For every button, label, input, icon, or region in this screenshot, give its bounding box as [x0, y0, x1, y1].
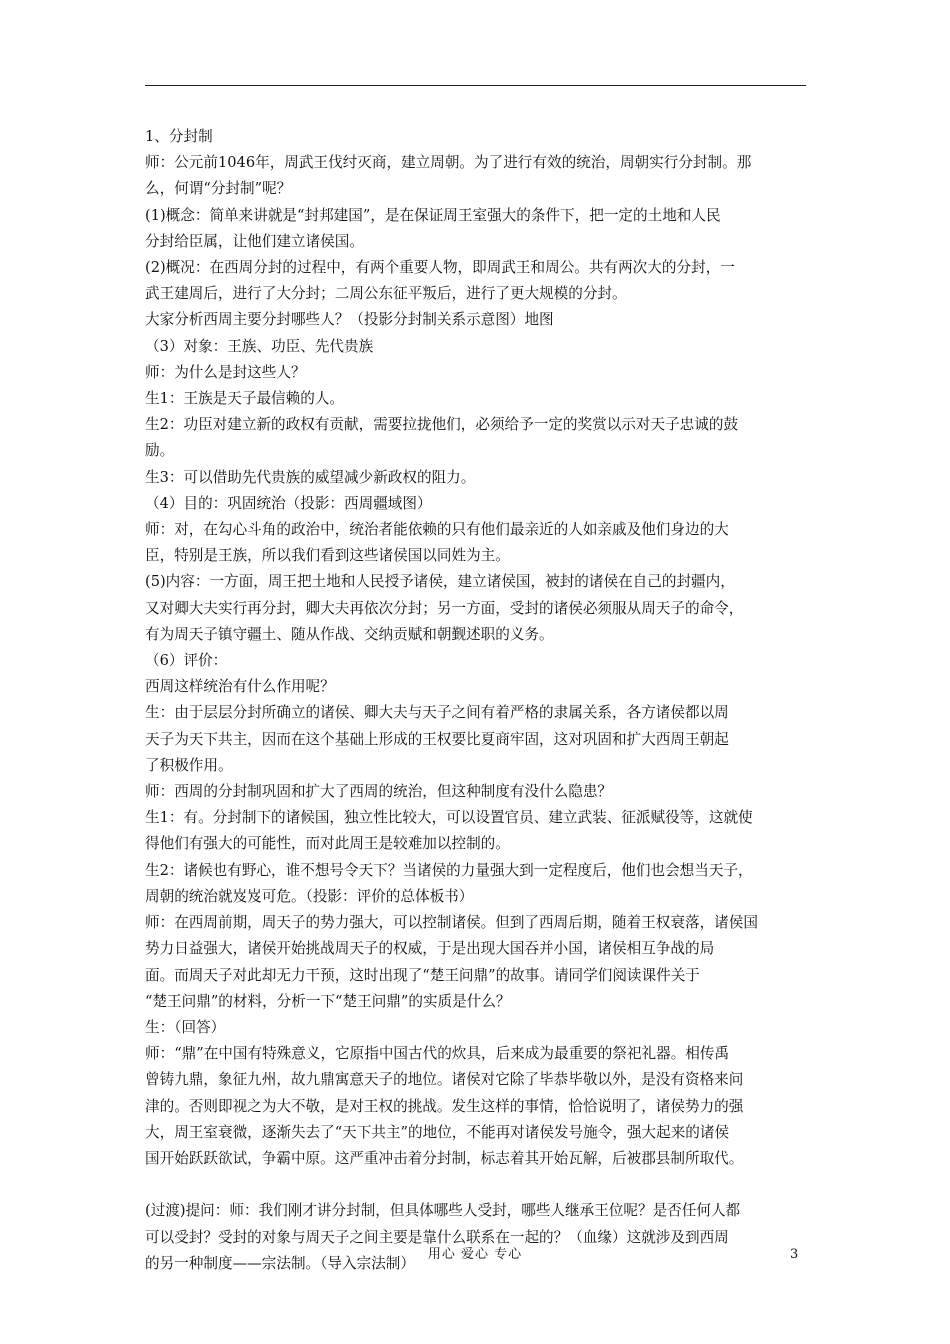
- text-line: 势力日益强大，诸侯开始挑战周天子的权威，于是出现大国吞并小国，诸侯相互争战的局: [145, 940, 715, 958]
- text-line: 有为周天子镇守疆土、随从作战、交纳贡赋和朝觐述职的义务。: [145, 625, 554, 643]
- text-line: 面。而周天子对此却无力干预，这时出现了“楚王问鼎”的故事。请同学们阅读课件关于: [145, 966, 700, 984]
- text-line: （6）评价：: [145, 652, 228, 670]
- blank-line: [145, 1172, 810, 1198]
- text-line: 师：对，在勾心斗角的政治中，统治者能依赖的只有他们最亲近的人如亲戚及他们身边的大: [145, 521, 729, 539]
- text-line: 生3：可以借助先代贵族的威望减少新政权的阻力。: [145, 468, 476, 486]
- text-line: (1)概念：简单来讲就是“封邦建国”，是在保证周王室强大的条件下，把一定的土地和人民: [145, 206, 721, 224]
- text-line: (5)内容：一方面，周王把土地和人民授予诸侯，建立诸侯国，被封的诸侯在自己的封疆内，: [145, 573, 735, 591]
- text-line: 生1：有。分封制下的诸候国，独立性比较大，可以设置官员、建立武装、征派赋役等，这就使: [145, 809, 753, 827]
- text-line: 的另一种制度——宗法制。（导入宗法制）: [145, 1254, 415, 1272]
- text-line: 津的。否则即视之为大不敬，是对王权的挑战。发生这样的事情，恰恰说明了，诸侯势力的强: [145, 1097, 744, 1115]
- text-line: 分封给臣属，让他们建立诸侯国。: [145, 232, 364, 250]
- text-line: 生1：王族是天子最信赖的人。: [145, 390, 345, 408]
- text-line: 天子为天下共主，因而在这个基础上形成的王权要比夏商牢固，这对巩固和扩大西周王朝起: [145, 730, 729, 748]
- text-line: 师：在西周前期，周天子的势力强大，可以控制诸侯。但到了西周后期，随着王权衰落，诸侯国: [145, 914, 758, 932]
- document-body: [145, 124, 810, 1277]
- text-line: “楚王问鼎”的材料，分析一下“楚王问鼎”的实质是什么？: [145, 992, 511, 1010]
- text-line: 师：为什么是封这些人？: [145, 363, 306, 381]
- text-line: 师：西周的分封制巩固和扩大了西周的统治，但这种制度有没什么隐患？: [145, 783, 613, 801]
- text-line: 生2：诸候也有野心，谁不想号令天下？当诸侯的力量强大到一定程度后，他们也会想当天子，: [145, 861, 753, 879]
- text-line: 1、分封制: [145, 128, 213, 145]
- text-line: 武王建周后，进行了大分封；二周公东征平叛后，进行了更大规模的分封。: [145, 285, 627, 303]
- header-rule: [145, 85, 806, 86]
- text-line: (过渡)提问：师：我们刚才讲分封制，但具体哪些人受封，哪些人继承王位呢？是否任何人都: [145, 1202, 741, 1220]
- text-line: 师：“鼎”在中国有特殊意义，它原指中国古代的炊具，后来成为最重要的祭祀礼器。相传禹: [145, 1045, 730, 1063]
- page-number: 3: [790, 1247, 799, 1262]
- text-line: 曾铸九鼎，象征九州，故九鼎寓意天子的地位。诸侯对它除了毕恭毕敬以外，是没有资格来问: [145, 1071, 744, 1089]
- text-line: 得他们有强大的可能性，而对此周王是较难加以控制的。: [145, 835, 510, 853]
- text-line: 生：由于层层分封所确立的诸侯、卿大夫与天子之间有着严格的隶属关系，各方诸侯都以周: [145, 704, 729, 722]
- text-line: 师：公元前1046年，周武王伐纣灭商，建立周朝。为了进行有效的统治，周朝实行分封制。那: [145, 154, 752, 172]
- text-line: （3）对象：王族、功臣、先代贵族: [145, 337, 374, 355]
- text-line: 大，周王室衰微，逐渐失去了“天下共主”的地位，不能再对诸侯发号施令，强大起来的诸侯: [145, 1123, 730, 1141]
- text-line: 国开始跃跃欲试，争霸中原。这严重冲击着分封制，标志着其开始瓦解，后被郡县制所取代。: [145, 1149, 744, 1167]
- text-line: 周朝的统治就岌岌可危。（投影：评价的总体板书）: [145, 887, 474, 905]
- text-line: 西周这样统治有什么作用呢？: [145, 678, 335, 696]
- text-line: 大家分析西周主要分封哪些人？（投影分封制关系示意图）地图: [145, 311, 554, 329]
- text-line: 励。: [145, 442, 175, 460]
- text-line: 臣，特别是王族，所以我们看到这些诸侯国以同姓为主。: [145, 547, 510, 565]
- text-line: 可以受封？受封的对象与周天子之间主要是靠什么联系在一起的？（血缘）这就涉及到西周: [145, 1228, 729, 1246]
- text-line: 么，何谓“分封制”呢？: [145, 180, 292, 198]
- text-line: 生2：功臣对建立新的政权有贡献，需要拉拢他们，必须给予一定的奖赏以示对天子忠诚的鼓: [145, 416, 739, 434]
- text-line: （4）目的：巩固统治（投影：西周疆域图）: [145, 494, 432, 512]
- footer-slogan: 用心 爱心 专心: [427, 1247, 523, 1262]
- text-line: (2)概况：在西周分封的过程中，有两个重要人物，即周武王和周公。共有两次大的分封，一: [145, 259, 735, 277]
- text-line: 了积极作用。: [145, 756, 233, 774]
- text-line: 又对卿大夫实行再分封，卿大夫再依次分封；另一方面，受封的诸侯必须服从周天子的命令，: [145, 599, 744, 617]
- text-line: 生：（回答）: [145, 1018, 226, 1036]
